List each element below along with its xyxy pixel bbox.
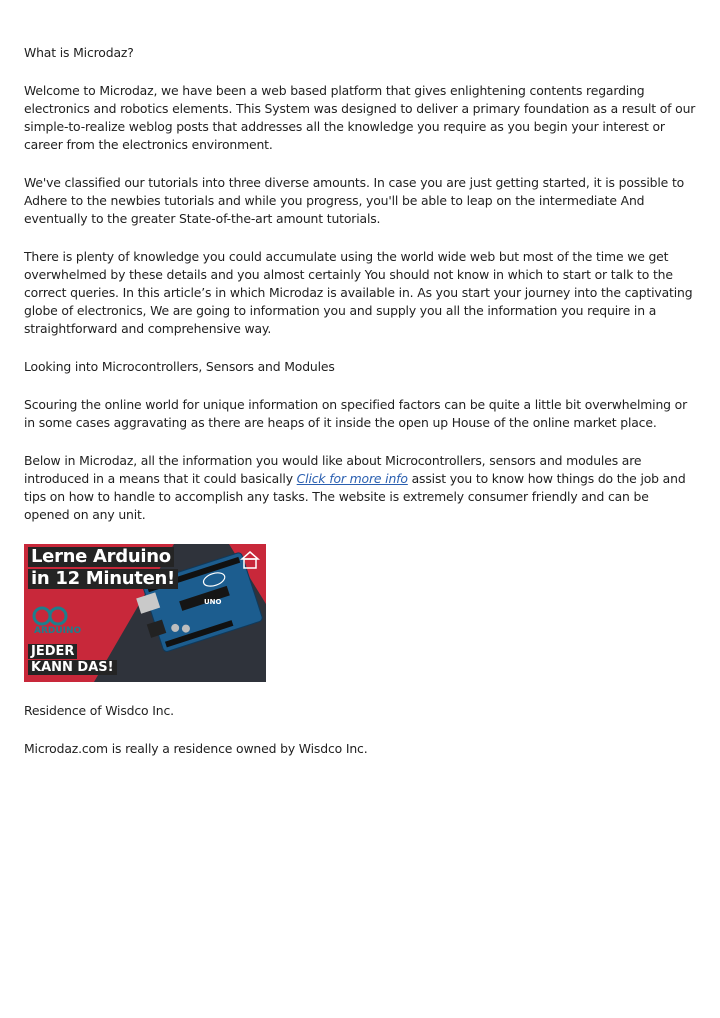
click-for-more-info-link[interactable]: Click for more info [296, 471, 408, 486]
tutorial-levels-paragraph: We've classified our tutorials into three diverse amounts. In case you are just getting started, it is possible to Adhere to the newbies tutorials and while you progress, you'll be able to leap on the intermediate And eventually to the greater State-of-the-art amount tutorials. [24, 175, 685, 226]
knowledge-paragraph: There is plenty of knowledge you could accumulate using the world wide web but most of the time we get overwhelmed by these details and you almost certainly You should not know in which to start or talk to the correct queries. In this article’s in which Microdaz is available in. As you start your journey into the captivating globe of electronics, We are going to information you and supply you all the information you require in a straightforward and comprehensive way. [24, 249, 693, 336]
thumbnail-tag-line1: JEDER [28, 644, 77, 659]
heading-what-is-microdaz: What is Microdaz? [24, 45, 134, 60]
ownership-paragraph: Microdaz.com is really a residence owned by Wisdco Inc. [24, 741, 368, 756]
microdaz-info-paragraph [24, 452, 696, 524]
arduino-video-thumbnail[interactable] [24, 544, 266, 682]
thumbnail-title-line2: in 12 Minuten! [28, 569, 178, 589]
intro-paragraph: Welcome to Microdaz, we have been a web based platform that gives enlightening contents regarding electronics and robotics elements. This System was designed to deliver a primary foundation as a result of our simple-to-realize weblog posts that addresses all the knowledge you require as you begin your interest or career from the electronics environment. [24, 83, 696, 152]
thumbnail-tag-line2: KANN DAS! [28, 660, 117, 675]
para5-text-after: assist you to know how things do the job and tips on how to handle to accomplish any tasks. The website is extremely consumer friendly and can be opened on any unit. [24, 471, 686, 522]
heading-residence: Residence of Wisdco Inc. [24, 703, 174, 718]
scouring-paragraph: Scouring the online world for unique information on specified factors can be quite a little bit overwhelming or in some cases aggravating as there are heaps of it inside the open up House of the online market place. [24, 397, 688, 430]
para5-text-before: Below in Microdaz, all the information you would like about Microcontrollers, sensors and modules are introduced in a means that it could basically [24, 453, 642, 486]
board-label: UNO [204, 598, 222, 606]
arduino-logo-text: ARDUINO [34, 626, 82, 636]
article [24, 44, 696, 778]
thumbnail-title-line1: Lerne Arduino [28, 547, 174, 567]
heading-microcontrollers: Looking into Microcontrollers, Sensors and Modules [24, 359, 335, 374]
